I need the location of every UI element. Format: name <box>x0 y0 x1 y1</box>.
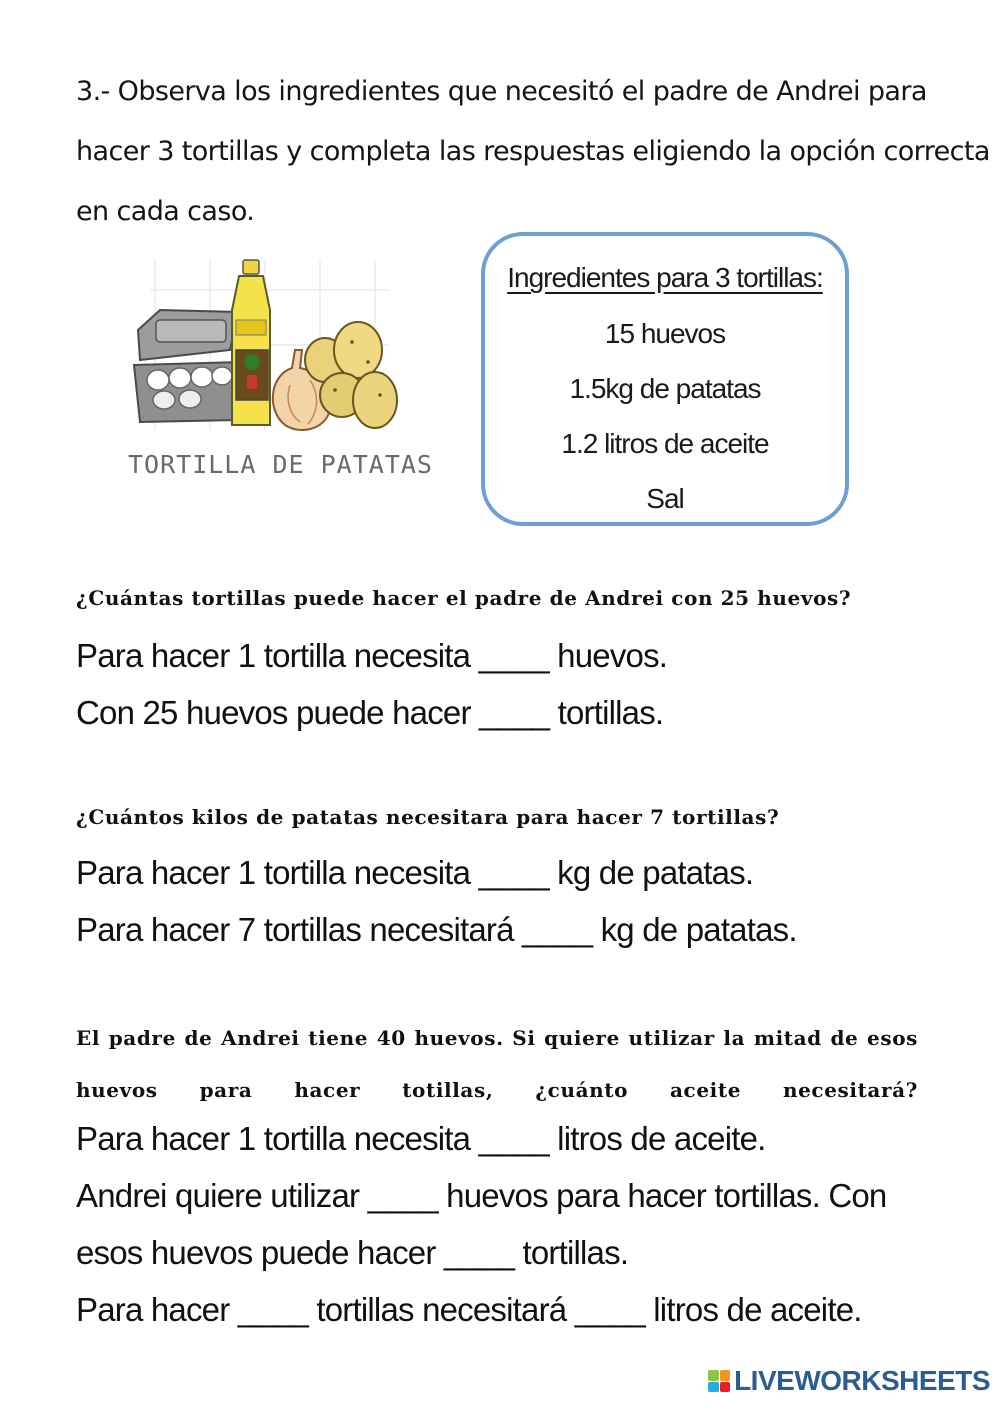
logo-square <box>720 1370 731 1381</box>
liveworksheets-logo-icon <box>708 1370 730 1392</box>
answer-line: Para hacer 1 tortilla necesita ____ kg de patatas. <box>76 854 754 891</box>
logo-square <box>708 1370 719 1381</box>
liveworksheets-brand[interactable] <box>708 1365 990 1397</box>
answer-line: Con 25 huevos puede hacer ____ tortillas. <box>76 694 664 731</box>
ingredient-item: 1.2 litros de aceite <box>561 428 769 459</box>
answer-line: Para hacer 7 tortillas necesitará ____ kg de patatas. <box>76 911 797 948</box>
ingredients-title: Ingredientes para 3 tortillas: <box>507 262 823 293</box>
ingredients-list <box>485 306 845 526</box>
ingredient-item: 15 huevos <box>604 318 726 349</box>
ingredients-box <box>481 232 849 526</box>
answer-line: Para hacer ____ tortillas necesitará ____ litros de aceite. <box>76 1291 862 1328</box>
instructions-line-2: hacer 3 tortillas y completa las respuestas eligiendo la opción correcta <box>76 136 990 167</box>
question-1: ¿Cuántas tortillas puede hacer el padre de Andrei con 25 huevos? <box>76 586 852 610</box>
instructions-line-3: en cada caso. <box>76 196 255 227</box>
question-3: El padre de Andrei tiene 40 huevos. Si quiere utilizar la mitad de esos huevos para hacer totillas, ¿cuánto aceite necesitará? <box>76 1026 918 1102</box>
logo-square <box>708 1382 719 1393</box>
question-3-answers <box>76 1110 886 1338</box>
question-2: ¿Cuántos kilos de patatas necesitara para hacer 7 tortillas? <box>76 805 780 829</box>
brand-name: LIVEWORKSHEETS <box>734 1365 990 1396</box>
question-2-answers <box>76 844 797 958</box>
ingredient-item: Sal <box>646 483 684 514</box>
question-1-answers <box>76 627 667 741</box>
answer-line: Para hacer 1 tortilla necesita ____ litros de aceite. <box>76 1120 766 1157</box>
oil-bottle <box>232 260 270 425</box>
answer-line: Para hacer 1 tortilla necesita ____ huevos. <box>76 637 668 674</box>
logo-square <box>720 1382 731 1393</box>
ingredient-item: 1.5kg de patatas <box>569 373 761 404</box>
illustration-caption: TORTILLA DE PATATAS <box>128 450 433 479</box>
egg-carton <box>134 310 240 422</box>
instructions <box>76 62 990 242</box>
instructions-line-1: 3.- Observa los ingredientes que necesitó el padre de Andrei para <box>76 76 927 107</box>
answer-line: Andrei quiere utilizar ____ huevos para hacer tortillas. Con <box>76 1177 887 1214</box>
answer-line: esos huevos puede hacer ____ tortillas. <box>76 1234 629 1271</box>
